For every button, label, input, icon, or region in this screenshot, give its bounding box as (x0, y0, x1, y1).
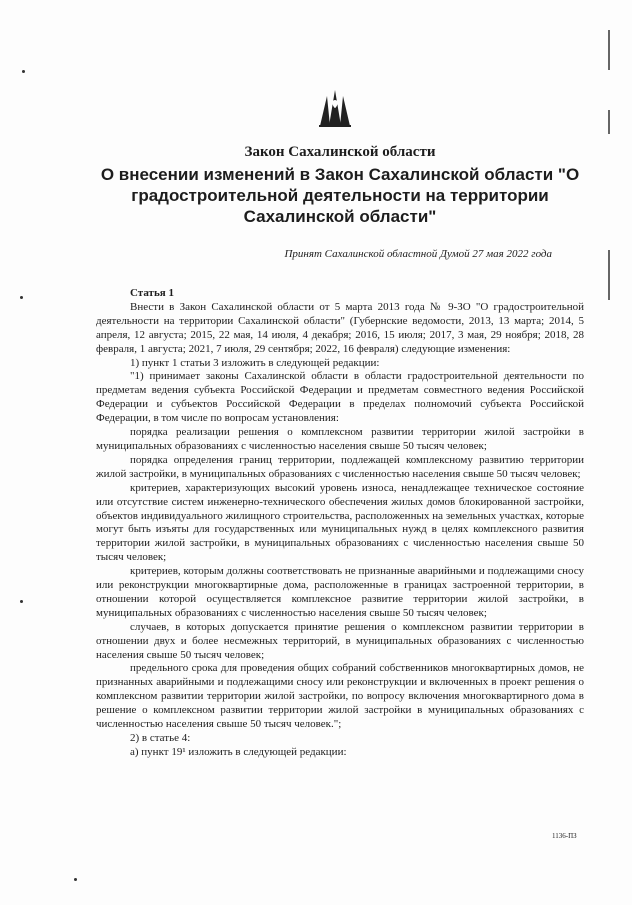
article-heading: Статья 1 (130, 287, 174, 299)
scan-margin-line (608, 30, 610, 70)
scan-hole-mark (22, 70, 25, 73)
paragraph: порядка определения границ территории, подлежащей комплексному развитию территории жилой застройки, в муниципальных образованиях с численностью населения свыше 50 тысяч человек; (96, 453, 584, 480)
article-body (96, 287, 584, 760)
accepted-date: Принят Сахалинской областной Думой 27 мая 2022 года (284, 248, 552, 260)
paragraph: "1) принимает законы Сахалинской области в области градостроительной деятельности по предметам ведения субъекта Российской Федерации и предметам совместного ведения Российской Федерации и субъектов Российской Федерации в пределах полномочий субъекта Российской Федерации, в том числе по вопросам установления: (96, 370, 584, 425)
paragraph: критериев, характеризующих высокий уровень износа, ненадлежащее техническое состояние или отсутствие систем инженерно-технического обеспечения жилых домов блокированной застройки, объектов индивидуального жилищного строительства, расположенных на земельных участках, которые могут быть изъяты для государственных или муниципальных нужд в целях комплексного развития территории жилой застройки, в муниципальных образованиях с численностью населения свыше 50 тысяч человек; (96, 481, 584, 564)
scan-margin-line (608, 110, 610, 134)
paragraph: предельного срока для проведения общих собраний собственников многоквартирных домов, не признанных аварийными и подлежащими сносу или реконструкции и включенных в проект решения о комплексном развитии территории жилой застройки, по вопросу включения многоквартирного дома в решение о комплексном развитии территории жилой застройки в муниципальных образованиях с численностью населения свыше 50 тысяч человек."; (96, 662, 584, 731)
scan-hole-mark (74, 878, 77, 881)
scan-hole-mark (20, 600, 23, 603)
sakhalin-coat-of-arms-icon (318, 88, 352, 128)
paragraph: критериев, которым должны соответствовать не признанные аварийными и подлежащими сносу или реконструкции многоквартирные дома, расположенные в границах застроенной территории, в отношении которой осуществляется комплексное развитие территории жилой застройки, в муниципальных образованиях с численностью населения свыше 50 тысяч человек; (96, 565, 584, 619)
paragraph: порядка реализации решения о комплексном развитии территории жилой застройки в муниципальных образованиях с численностью населения свыше 50 тысяч человек; (96, 426, 584, 452)
paragraph: 2) в статье 4: (130, 732, 191, 744)
paragraph: 1) пункт 1 статьи 3 изложить в следующей редакции: (130, 356, 380, 369)
paragraph: Внести в Закон Сахалинской области от 5 марта 2013 года № 9-ЗО "О градостроительной деятельности на территории Сахалинской области" (Губернские ведомости, 2013, 13 марта; 2014, 5 апреля, 12 августа; 2015, 22 мая, 14 июля, 4 декабря; 2016, 15 июля; 2017, 3 мая, 29 ноября; 2018, 28 февраля, 1 августа; 2021, 7 июля, 29 сентября; 2022, 16 февраля) следующие изменения: (96, 300, 584, 355)
law-subject: О внесении изменений в Закон Сахалинской области "О градостроительной деятельности на территории Сахалинской области" (100, 165, 580, 226)
law-title: Закон Сахалинской области (244, 144, 436, 160)
document-code: 1136-ПЗ (552, 832, 577, 840)
scan-hole-mark (20, 296, 23, 299)
paragraph: случаев, в которых допускается принятие решения о комплексном развитии территории в отношении двух и более несмежных территорий, в муниципальных образованиях с численностью населения свыше 50 тысяч человек; (96, 620, 584, 661)
paragraph: а) пункт 19¹ изложить в следующей редакции: (130, 745, 347, 758)
scan-margin-line (608, 250, 610, 300)
